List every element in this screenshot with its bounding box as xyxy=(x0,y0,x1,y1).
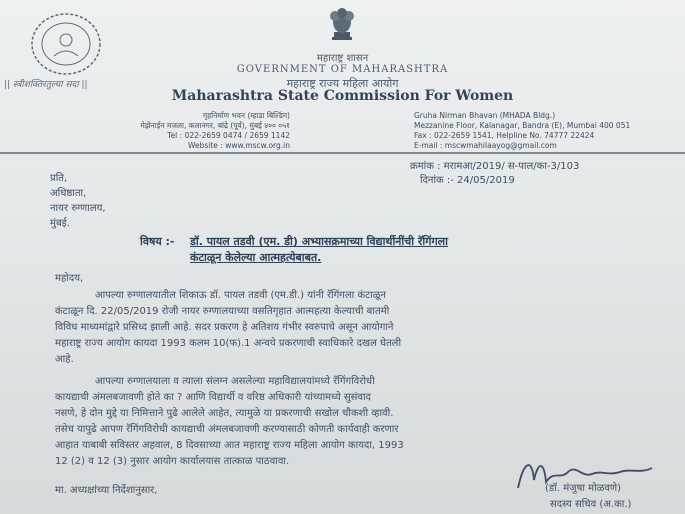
address-left: गृहनिर्माण भवन (म्हाडा बिल्डिंग) मेझेनाईन मजला, कलानगर, बांद्रे (पूर्व), मुंबई ४०० ०५१ Tel : 022-2659 0474 / 2659 1142 Website : www.mscw.org.in xyxy=(140,111,290,150)
header-divider xyxy=(0,152,685,154)
recipient-line: अधिष्ठाता, xyxy=(50,188,87,199)
paragraph-line: कंटाळून दि. 22/05/2019 रोजी नायर रुग्णालयाच्या वसतिगृहात आत्महत्या केल्याची बातमी xyxy=(55,306,390,317)
salutation: महोदय, xyxy=(55,273,84,284)
header-hindi-commission: महाराष्ट्र राज्य महिला आयोग xyxy=(286,77,399,90)
paragraph-line: आहात याबाबी सविस्तर अहवाल, 8 दिवसाच्या आत महाराष्ट्र राज्य महिला आयोग कायदा, 1993 xyxy=(55,440,404,451)
subject-line: कंटाळून केलेल्या आत्महत्येबाबत. xyxy=(190,251,322,264)
paragraph-line: महाराष्ट्र राज्य आयोग कायदा 1993 कलम 10(फ).1 अन्वये प्रकरणाची स्वाधिकारे दखल घेतली xyxy=(55,338,402,349)
header-hindi-shasan: महाराष्ट्र शासन xyxy=(316,53,369,64)
paragraph-line: विविध माध्यमांद्वारे प्रसिध्द झाली आहे. सदर प्रकरण हे अतिशय गंभीर स्वरुपाचे असून आयोगाने xyxy=(55,322,394,333)
recipient-line: मुंबई. xyxy=(50,218,70,229)
reference-number: क्रमांक : मरामआ/2019/ स-पाल/का-3/103 xyxy=(410,161,580,172)
paragraph-line: कायद्याची अंमलबजावणी होते का ? आणि विद्यार्थी व वरिष्ठ अधिकारी यांच्यामध्ये सुसंवाद xyxy=(55,392,371,403)
paragraph-line: 12 (2) व 12 (3) नुसार आयोग कार्यालयास तात्काळ पाठवावा. xyxy=(55,456,290,467)
recipient-line: प्रति, xyxy=(50,173,68,184)
by-order-text: मा. अध्यक्षांच्या निर्देशानुसार, xyxy=(55,485,158,496)
signatory-designation: सदस्य सचिव (अ.का.) xyxy=(550,499,632,510)
motto-text: || स्त्रीशक्तिरतुल्या सदा || xyxy=(4,80,88,90)
ashoka-emblem-icon xyxy=(318,2,366,48)
paragraph-line: आहे. xyxy=(55,354,74,365)
paragraph-line: आपल्या रुग्णालयाला व त्याला संलग्न असलेल्या महाविद्यालयांमध्ये रॅगिंगविरोधी xyxy=(95,376,375,387)
page-title: Maharashtra State Commission For Women xyxy=(171,88,514,104)
reference-date: दिनांक :- 24/05/2019 xyxy=(420,175,515,186)
recipient-line: नायर रुग्णालय, xyxy=(50,203,106,214)
subject-label: विषय :- xyxy=(140,235,175,248)
paragraph-line: नसणे, हे दोन मुद्दे या निमित्ताने पुढे आलेले आहेत, त्यामुळे या प्रकरणाची सखोल चौकशी व्हावी. xyxy=(55,408,394,419)
paragraph-line: तसेच यापुढे आपण रॅगिंगविरोधी कायद्याची अंमलबजावणी करण्यासाठी कोणती कार्यवाही करणार xyxy=(55,424,399,435)
address-right: Gruha Nirman Bhavan (MHADA Bldg.) Mezzanine Floor, Kalanagar, Bandra (E), Mumbai 400 051 Fax : 022-2659 1541, Helpline No. 74777 22424 E-mail : mscwmahilaayog@gmail.com xyxy=(414,111,631,150)
subject-line: डॉ. पायल तडवी (एम. डी) अभ्यासक्रमाच्या विद्यार्थीनींची रॅगिंगला xyxy=(190,235,448,248)
paragraph-line: आपल्या रुग्णालयातील शिकाऊ डॉ. पायल तडवी (एम.डी.) यांनी रॅगिंगला कंटाळून xyxy=(95,290,386,301)
header-government: GOVERNMENT OF MAHARASHTRA xyxy=(236,64,449,75)
signatory-name: (डॉ. मंजुषा मोळवणे) xyxy=(545,483,622,494)
